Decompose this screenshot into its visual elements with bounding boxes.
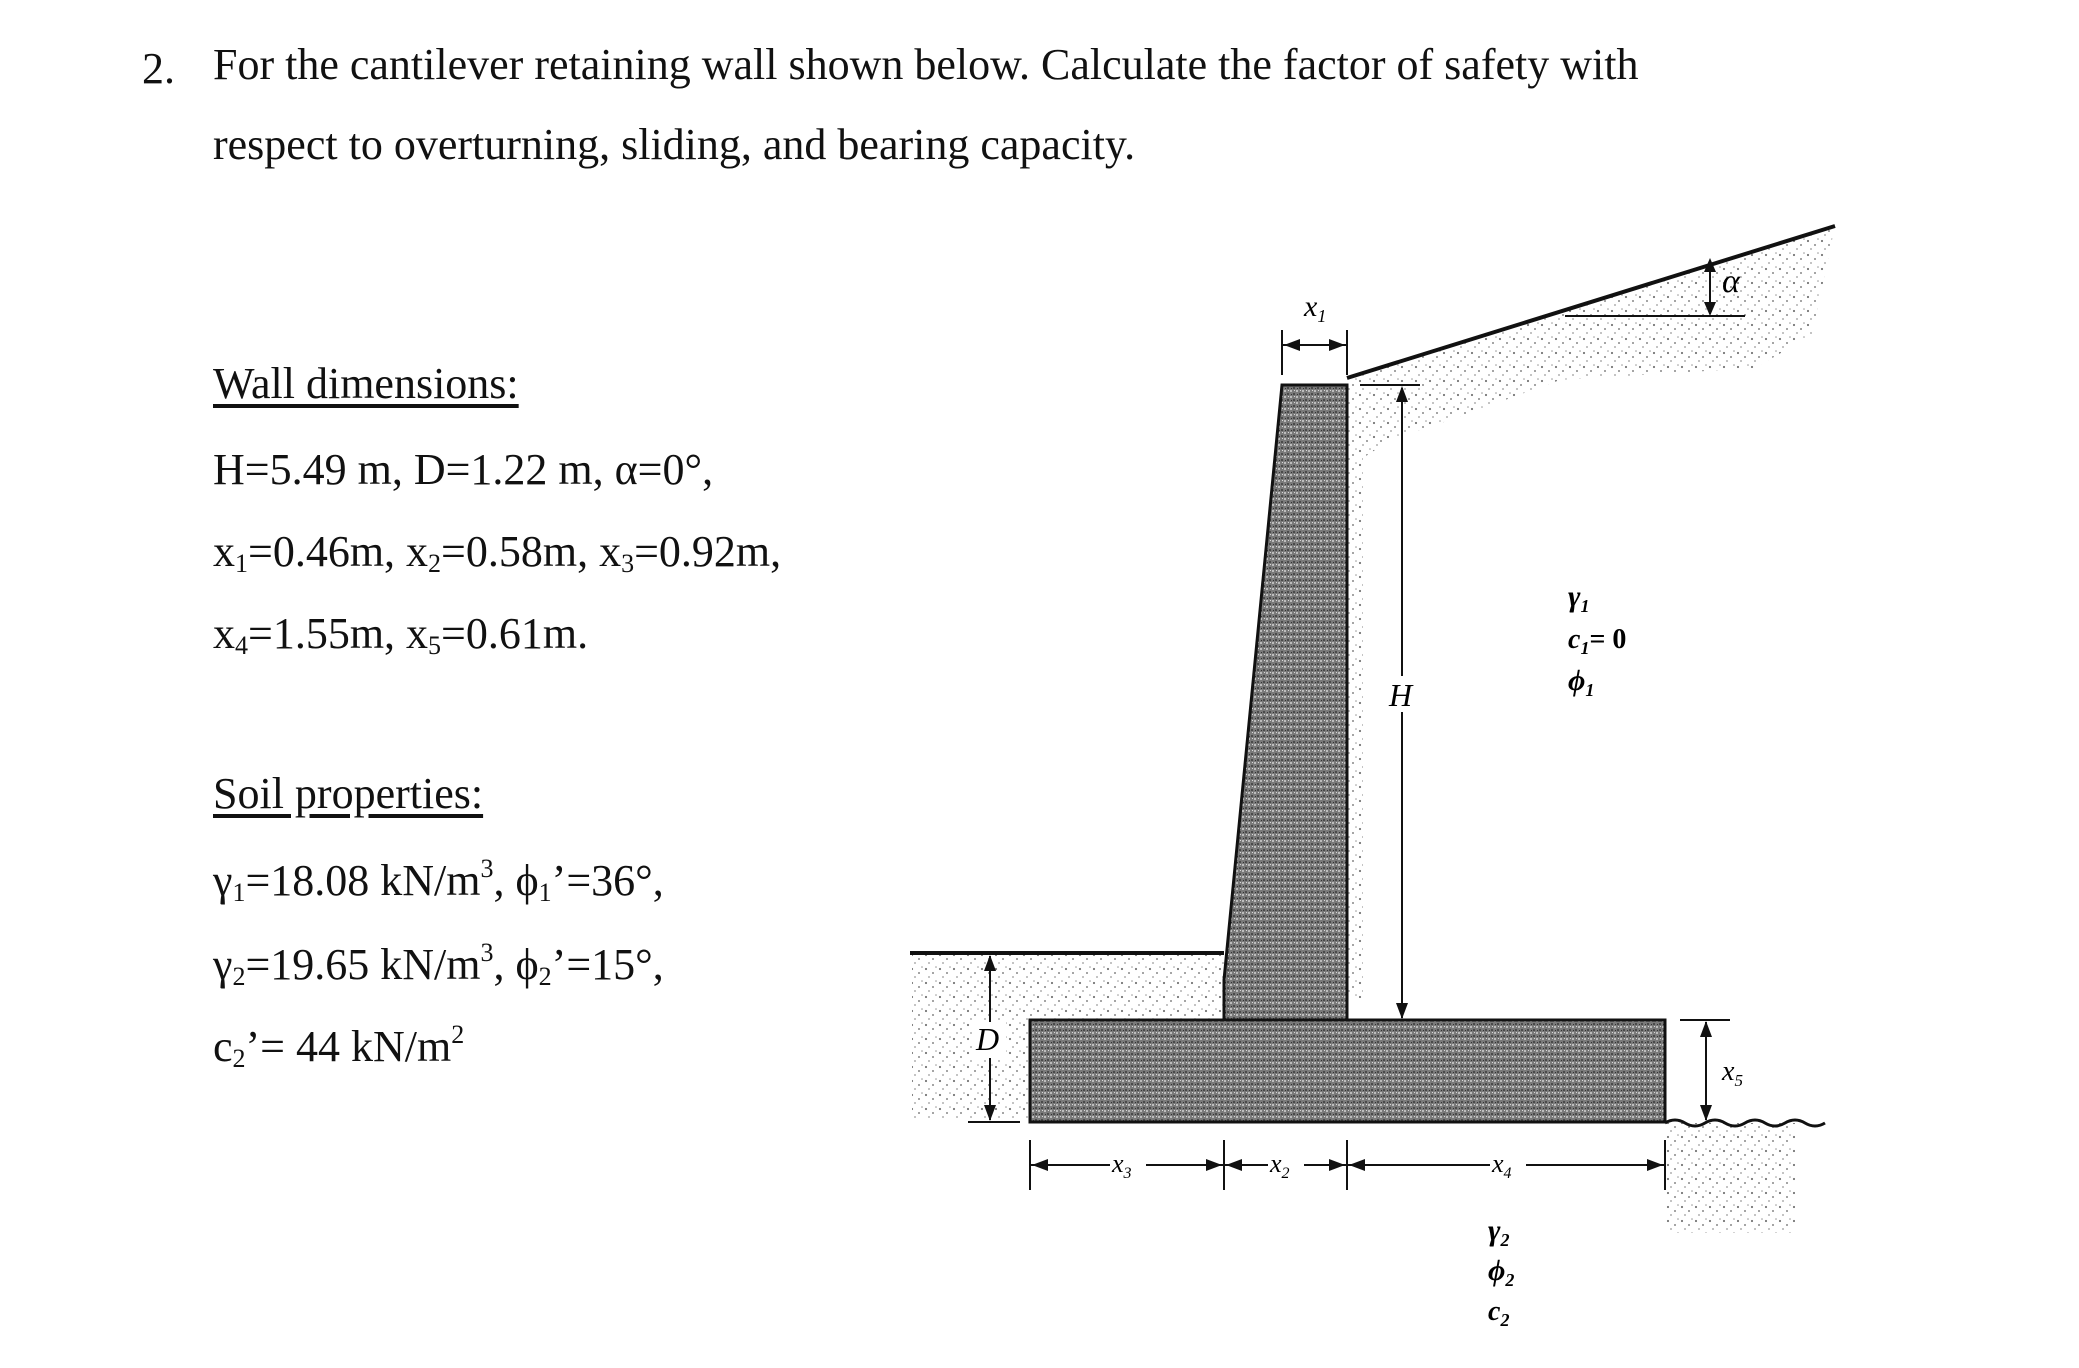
x5-label: $x_5$	[1722, 1056, 1743, 1090]
x1-arrow-right	[1329, 339, 1345, 351]
soil-line-3: $c_2’= 44$ $kN/m^2$	[213, 1020, 465, 1073]
x4-arrow-right	[1647, 1159, 1663, 1171]
x3-label: $x_3$	[1112, 1149, 1132, 1182]
problem-line-1: For the cantilever retaining wall shown below. Calculate the factor of safety with	[213, 40, 1639, 89]
wall-dims-line-3: $x_4=1.55m$, $x_5=0.61m$.	[213, 609, 589, 660]
c2-label: $c_2$	[1488, 1296, 1510, 1330]
x4-arrow-left	[1349, 1159, 1365, 1171]
gamma2-label: $\gamma_2$	[1488, 1214, 1510, 1250]
problem-number: 2.	[142, 44, 175, 93]
soil-line-1: $\gamma_1=18.08$ $kN/m^3$, $\phi_1’=36^\circ$,	[213, 854, 664, 907]
backfill-soil-strip	[1347, 378, 1363, 998]
wall-base	[1030, 1020, 1665, 1122]
soil-line-2: $\gamma_2=19.65$ $kN/m^3$, $\phi_2’=15^\circ$,	[213, 938, 664, 991]
x5-arrow-top	[1700, 1021, 1712, 1037]
x2-arrow-left	[1226, 1159, 1242, 1171]
x1-arrow-left	[1284, 339, 1300, 351]
wall-dimensions-heading: Wall dimensions:	[213, 359, 519, 408]
alpha-label: α	[1722, 263, 1740, 300]
x4-label: $x_4$	[1492, 1149, 1512, 1182]
h-label: H	[1389, 677, 1413, 713]
x3-arrow-right	[1206, 1159, 1222, 1171]
wall-dims-line-1: H=5.49 m, D=1.22 m, α=0°,	[213, 445, 714, 494]
gamma1-label: $\gamma_1$	[1568, 580, 1590, 616]
x2-label: $x_2$	[1270, 1149, 1290, 1182]
soil-properties-heading: Soil properties:	[213, 769, 484, 818]
problem-line-2: respect to overturning, sliding, and bearing capacity.	[213, 120, 1136, 169]
wall-dims-line-2: $x_1=0.46m$, $x_2=0.58m$, $x_3=0.92m$,	[213, 527, 782, 578]
heel-soil	[1665, 1123, 1795, 1233]
h-arrow-bottom	[1396, 1003, 1408, 1019]
phi2-label: $\phi_2$	[1488, 1254, 1515, 1290]
wall-stem	[1224, 385, 1347, 1020]
x3-arrow-left	[1032, 1159, 1048, 1171]
phi1-label: $\phi_1$	[1568, 664, 1595, 700]
x5-arrow-bottom	[1700, 1105, 1712, 1121]
c1-label: $c_1= 0$	[1568, 624, 1627, 658]
x1-label: $x_1$	[1304, 290, 1327, 326]
x2-arrow-right	[1329, 1159, 1345, 1171]
backfill-soil	[1347, 226, 1835, 470]
d-label: D	[976, 1021, 1000, 1057]
